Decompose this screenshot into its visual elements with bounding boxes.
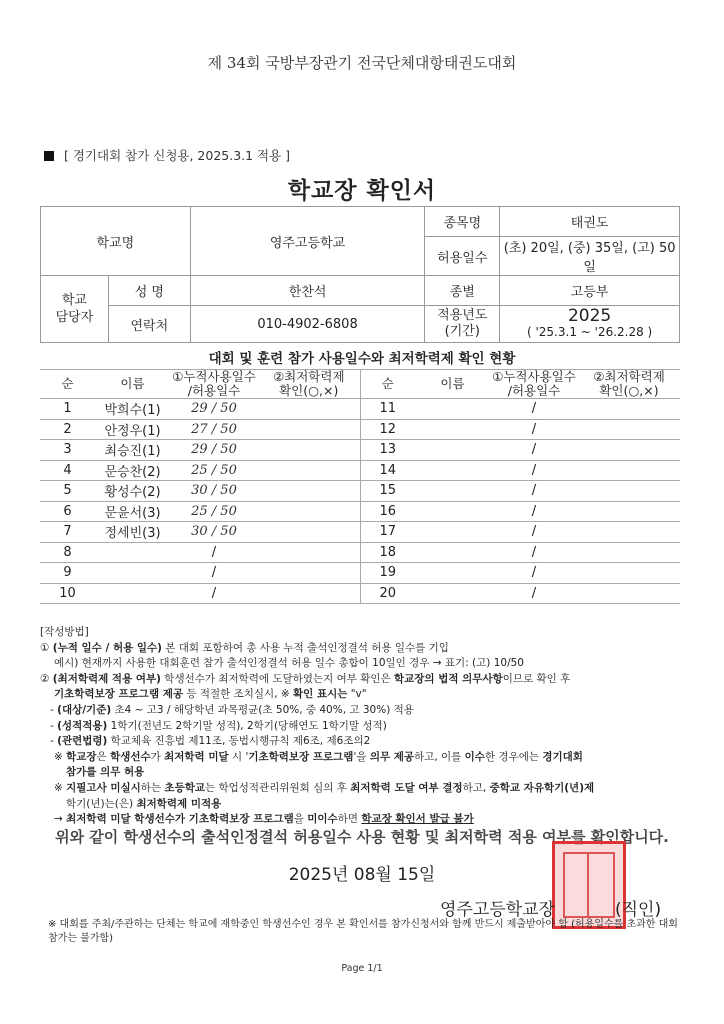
level-value: 고등부: [500, 276, 680, 306]
method-text: 하고, 이를: [414, 750, 465, 763]
row-name: [415, 522, 490, 543]
row-days: /: [490, 542, 578, 563]
row-days: /: [490, 501, 578, 522]
method-text: 초등학교: [164, 781, 205, 794]
method-text: 시 ': [228, 750, 249, 763]
row-no: 20: [360, 583, 415, 604]
table-row: [40, 399, 680, 420]
method-text: 을: [293, 813, 308, 826]
row-no: 9: [40, 563, 95, 584]
method-text: 기초학력보장 프로그램 제공: [54, 688, 184, 701]
row-name: [415, 419, 490, 440]
square-bullet-icon: [44, 151, 54, 161]
school-principal-sign: 영주고등학교장: [440, 900, 555, 920]
row-check: [578, 542, 680, 563]
row-no: 2: [40, 419, 95, 440]
method-text: 이수: [464, 750, 485, 763]
row-check: [258, 542, 360, 563]
row-check: [258, 419, 360, 440]
row-no: 7: [40, 522, 95, 543]
page-number: Page 1/1: [341, 963, 383, 974]
method-text: 초4 ~ 고3 / 해당학년 과목평균(초 50%, 중 40%, 고 30%) 적용: [111, 703, 414, 716]
row-days: /: [490, 481, 578, 502]
method-title: [작성방법]: [40, 626, 89, 638]
row-days: 30 / 50: [170, 522, 258, 543]
allowed-days-value: (초) 20일, (중) 35일, (고) 50일: [500, 237, 680, 276]
contact-value: 010-4902-6808: [190, 306, 425, 343]
method-text: (성적적용): [57, 719, 108, 732]
row-check: [258, 501, 360, 522]
row-no: 11: [360, 399, 415, 420]
table-row: [40, 542, 680, 563]
col-check: ②최저학력제 확인(○,×): [578, 370, 680, 399]
row-check: [578, 440, 680, 461]
method-text: '을: [353, 750, 370, 763]
footer-note: ※ 대회를 주최/주관하는 단체는 학교에 재학중인 학생선수인 경우 본 확인서를 참가신청서와 함께 반드시 제출받아야 함 (허용일수를 초과한 대회 참가는 불가함): [48, 919, 678, 944]
method-text: -: [50, 735, 58, 748]
row-check: [578, 522, 680, 543]
col-days: ①누적사용일수 /허용일수: [170, 370, 258, 399]
method-text: 학생선수가 최저학력에 도달하였는지 여부 확인은: [160, 672, 394, 685]
sport-label: 종목명: [425, 207, 500, 237]
row-check: [578, 399, 680, 420]
col-name: 이름: [95, 370, 170, 399]
method-line-3: [40, 672, 690, 688]
method-text: (관련법령): [57, 735, 108, 748]
method-line-4: [40, 687, 690, 703]
row-check: [258, 522, 360, 543]
method-text: 1학기(전년도 2학기말 성적), 2학기(당해연도 1학기말 성적): [107, 719, 387, 732]
year-label: 적용년도 (기간): [425, 306, 500, 343]
method-line-7: [40, 734, 690, 750]
year-cell: [500, 306, 680, 343]
row-check: [578, 460, 680, 481]
allowed-days-label: 허용일수: [425, 237, 500, 276]
seal-label: (직인): [615, 900, 662, 920]
row-days: /: [490, 563, 578, 584]
row-name: [95, 583, 170, 604]
col-check: ②최저학력제 확인(○,×): [258, 370, 360, 399]
row-name: [415, 583, 490, 604]
method-text: 최저학력 미달: [164, 750, 229, 763]
row-no: 12: [360, 419, 415, 440]
period-value: ( '25.3.1 ~ '26.2.28 ): [526, 325, 653, 339]
row-days: 30 / 50: [170, 481, 258, 502]
row-name: [415, 481, 490, 502]
row-name: [415, 399, 490, 420]
method-text: 은: [96, 750, 111, 763]
method-text: 학교장의 법적 의무사항: [394, 672, 503, 685]
method-text: (최저학력제 적용 여부): [52, 672, 161, 685]
row-no: 13: [360, 440, 415, 461]
row-name: [95, 563, 170, 584]
row-no: 10: [40, 583, 95, 604]
sport-value: 태권도: [500, 207, 680, 237]
method-text: 하고,: [462, 781, 490, 794]
row-name: 문승찬(2): [95, 460, 170, 481]
row-name: [415, 563, 490, 584]
row-check: [578, 481, 680, 502]
method-text: 는 학업성적관리위원회 심의 후: [205, 781, 351, 794]
method-text: 하는: [140, 781, 165, 794]
row-no: 17: [360, 522, 415, 543]
row-no: 19: [360, 563, 415, 584]
row-days: 29 / 50: [170, 399, 258, 420]
col-no: 순: [40, 370, 95, 399]
method-text: -: [50, 719, 58, 732]
method-line-8: [40, 750, 690, 766]
row-name: 최승진(1): [95, 440, 170, 461]
method-text: 최저학력 도달 여부 결정: [350, 781, 463, 794]
method-text: 등 적절한 조치실시, ※: [183, 688, 293, 701]
row-name: 황성수(2): [95, 481, 170, 502]
row-no: 16: [360, 501, 415, 522]
method-text: 학교체육 진흥법 제11조, 동법시행규칙 제6조, 제6조의2: [107, 735, 371, 748]
school-label: 학교명: [41, 207, 191, 276]
doc-title: 학교장 확인서: [287, 178, 437, 204]
method-line-5: [40, 703, 690, 719]
row-days: /: [490, 460, 578, 481]
row-name: [95, 542, 170, 563]
table-row: [40, 481, 680, 502]
event-title: 제 34회 국방부장관기 전국단체대항태권도대회: [207, 54, 517, 72]
method-text: (누적 일수 / 허용 일수): [52, 641, 162, 654]
method-text: (대상/기준): [57, 703, 112, 716]
row-check: [258, 481, 360, 502]
method-text: 최저학력제 미적용: [136, 797, 222, 810]
confirm-sentence: 위와 같이 학생선수의 출석인정결석 허용일수 사용 현황 및 최저학력 적용 여부를 확인합니다.: [55, 828, 669, 846]
method-text: →: [54, 813, 67, 826]
row-no: 6: [40, 501, 95, 522]
doc-type-line: [44, 146, 290, 164]
row-name: 안정우(1): [95, 419, 170, 440]
method-text: 기초학력보장 프로그램: [248, 750, 354, 763]
method-text: ※: [54, 781, 67, 794]
row-check: [258, 563, 360, 584]
row-days: /: [170, 563, 258, 584]
row-no: 4: [40, 460, 95, 481]
row-days: /: [490, 440, 578, 461]
row-name: [415, 460, 490, 481]
method-text: 의무 제공: [369, 750, 415, 763]
section-title: 대회 및 훈련 참가 사용일수와 최저학력제 확인 현황: [208, 351, 516, 367]
method-section: [40, 625, 690, 828]
row-name: 정세빈(3): [95, 522, 170, 543]
table-row: [40, 563, 680, 584]
doc-type-text: [ 경기대회 참가 신청용, 2025.3.1 적용 ]: [64, 148, 291, 163]
name-value: 한찬석: [190, 276, 425, 306]
level-label: 종별: [425, 276, 500, 306]
method-text: 본 대회 포함하여 총 사용 누적 출석인정결석 허용 일수를 기입: [161, 641, 449, 654]
row-days: /: [490, 522, 578, 543]
table-row: [40, 460, 680, 481]
row-name: [415, 501, 490, 522]
method-text: ※: [54, 750, 67, 763]
method-text: 하면: [337, 813, 362, 826]
col-no: 순: [360, 370, 415, 399]
row-check: [258, 399, 360, 420]
table-row: [40, 522, 680, 543]
method-text: 지필고사 미실시: [66, 781, 141, 794]
name-label: 성 명: [108, 276, 190, 306]
manager-label: 학교 담당자: [41, 276, 109, 343]
row-name: [415, 542, 490, 563]
row-check: [258, 440, 360, 461]
row-days: /: [490, 399, 578, 420]
row-name: 박희수(1): [95, 399, 170, 420]
row-check: [258, 460, 360, 481]
row-check: [578, 583, 680, 604]
row-check: [578, 501, 680, 522]
row-name: [415, 440, 490, 461]
row-days: /: [490, 419, 578, 440]
method-text: 확인 표시는: [293, 688, 348, 701]
row-check: [258, 583, 360, 604]
row-check: [578, 563, 680, 584]
row-days: 29 / 50: [170, 440, 258, 461]
year-value: 2025: [567, 306, 612, 326]
method-line-9: 참가를 의무 허용: [66, 766, 145, 779]
row-days: /: [170, 542, 258, 563]
method-text: 이므로 확인 후: [502, 672, 571, 685]
method-text: 학생선수: [110, 750, 151, 763]
method-text: ①: [40, 641, 53, 654]
method-text: 중학교 자유학기(년)제: [489, 781, 595, 794]
method-text: 학교장: [66, 750, 97, 763]
method-line-11: [40, 797, 690, 813]
row-no: 14: [360, 460, 415, 481]
col-name: 이름: [415, 370, 490, 399]
table-row: [40, 583, 680, 604]
roster-table: [40, 369, 680, 604]
row-no: 5: [40, 481, 95, 502]
row-no: 1: [40, 399, 95, 420]
method-text: 한 경우에는: [484, 750, 543, 763]
roster-header-row: [40, 370, 680, 399]
contact-label: 연락처: [108, 306, 190, 343]
method-line-10: [40, 781, 690, 797]
table-row: [40, 440, 680, 461]
issue-date: 2025년 08월 15일: [288, 865, 436, 885]
row-name: 문윤서(3): [95, 501, 170, 522]
table-row: [40, 501, 680, 522]
seal-inner-border: [563, 852, 615, 918]
row-check: [578, 419, 680, 440]
method-text: "v": [347, 688, 367, 701]
row-days: 25 / 50: [170, 501, 258, 522]
row-no: 3: [40, 440, 95, 461]
method-text: ②: [40, 672, 53, 685]
method-text: 가: [150, 750, 165, 763]
row-days: 25 / 50: [170, 460, 258, 481]
row-days: /: [490, 583, 578, 604]
row-no: 8: [40, 542, 95, 563]
method-text: -: [50, 703, 58, 716]
row-days: 27 / 50: [170, 419, 258, 440]
method-line-1: [40, 641, 690, 657]
row-no: 18: [360, 542, 415, 563]
col-days: ①누적사용일수 /허용일수: [490, 370, 578, 399]
method-line-6: [40, 719, 690, 735]
method-line-2: 예시) 현재까지 사용한 대회훈련 참가 출석인정결석 허용 일수 총합이 10일인 경우 → 표기: (고) 10/50: [54, 657, 524, 670]
seal-stroke: [587, 852, 589, 918]
method-text: 경기대회: [542, 750, 583, 763]
table-row: [40, 419, 680, 440]
method-text: 최저학력 미달 학생선수가 기초학력보장 프로그램: [66, 813, 294, 826]
row-no: 15: [360, 481, 415, 502]
method-text: 학교장 확인서 발급 불가: [361, 813, 474, 826]
row-days: /: [170, 583, 258, 604]
school-value: 영주고등학교: [190, 207, 425, 276]
method-text: 학기(년)는(은): [66, 797, 137, 810]
school-info-table: [40, 206, 680, 343]
method-text: 미이수: [307, 813, 338, 826]
